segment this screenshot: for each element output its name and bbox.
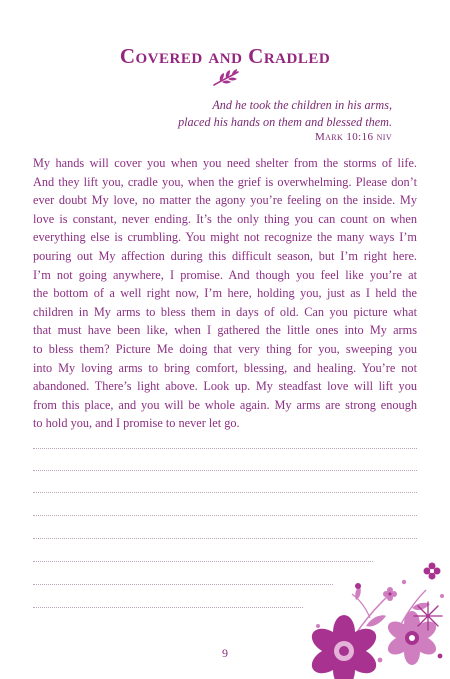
text-line: My hands will cover you when you need shelter from the storms of life. (33, 156, 417, 170)
text-line: ever doubt My love, no matter the agony you’re feeling on the inside. My (33, 193, 417, 208)
text-line: to hold you, and I promise to never let go. (33, 416, 240, 431)
text-line: children in My arms to bless them in days of old. Can you picture what (33, 304, 417, 319)
text-line: pouring out My affection during this difficult season, but I’m right here. (33, 248, 417, 263)
page-title: Covered and Cradled (119, 44, 331, 68)
text-line: from this place, and you will be whole again. My arms are strong enough (33, 397, 417, 412)
writing-line[interactable] (33, 492, 417, 493)
verse-line: placed his hands on them and blessed them. (178, 115, 392, 129)
text-line: the bottom of a well right now, I’m here, holding you, just as I held the (33, 286, 417, 301)
text-line: everything else is crumbling. You might not recognize the many ways I’m (33, 230, 417, 245)
text-line: that must have been like, when I gathered the little ones into My arms (33, 323, 417, 338)
text-line: I’m not going anywhere, I promise. And though you feel like you’re at (33, 267, 417, 282)
text-line: abandoned. There’s light above. Look up. My steadfast love will lift you (33, 379, 417, 394)
text-line: And they lift you, cradle you, when the grief is overwhelming. Please don’t (33, 174, 417, 189)
page-number: 9 (222, 646, 228, 660)
verse-line: And he took the children in his arms, (212, 98, 392, 112)
text-line: into My loving arms to bring comfort, blessing, and healing. You’re not (33, 360, 417, 375)
text-line: love is constant, never ending. It’s the only thing you can count on when (33, 211, 417, 226)
writing-line[interactable] (33, 448, 417, 449)
writing-line[interactable] (33, 607, 303, 608)
writing-line[interactable] (33, 538, 417, 539)
writing-line[interactable] (33, 515, 417, 516)
verse-reference: Mark 10:16 niv (314, 131, 392, 143)
text-line: to bless them? Picture Me doing that very thing for you, sweeping you (33, 341, 417, 356)
writing-line[interactable] (33, 470, 417, 471)
writing-line[interactable] (33, 584, 333, 585)
